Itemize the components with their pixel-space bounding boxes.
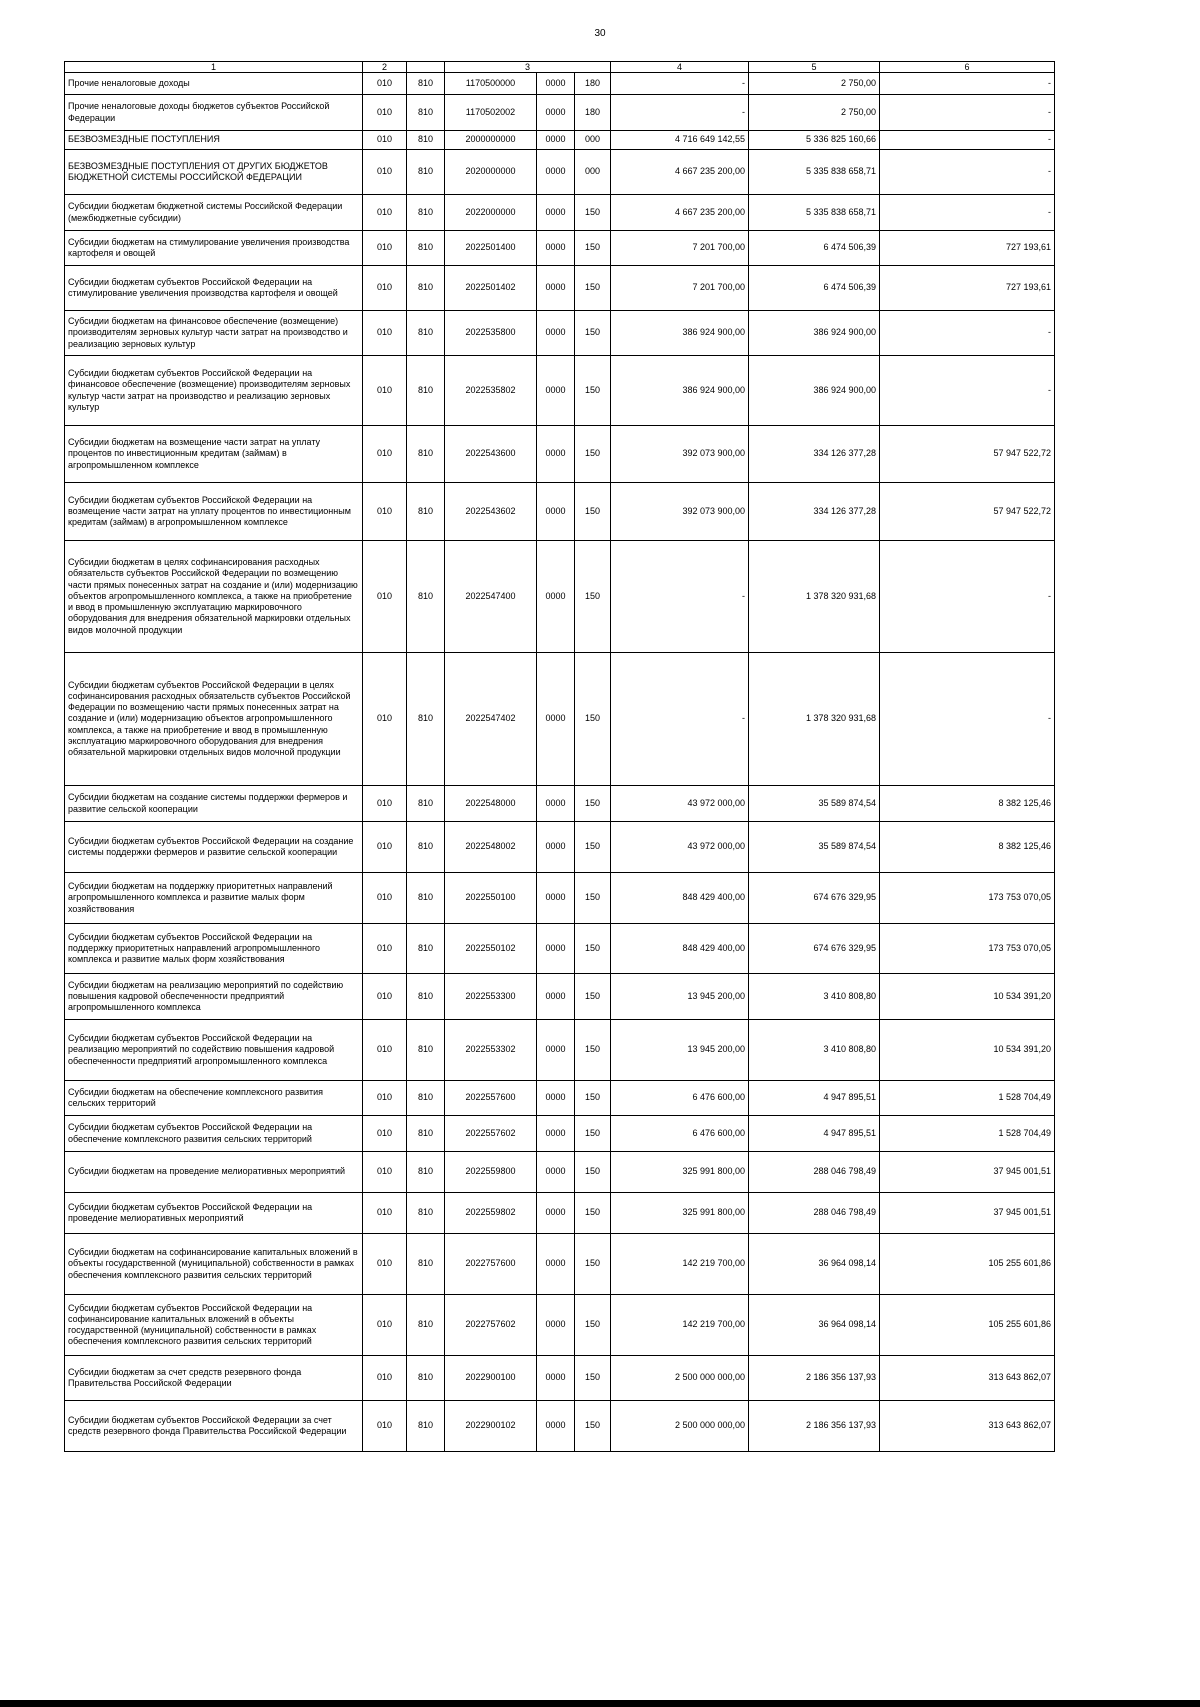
code-part-cell: 810 (407, 195, 445, 231)
table-row (65, 73, 1055, 95)
approved-amount-cell: 4 716 649 142,55 (611, 131, 749, 150)
code-part-cell: 2022543602 (445, 483, 537, 541)
executed-amount-cell: 288 046 798,49 (749, 1193, 880, 1234)
approved-amount-cell: 2 500 000 000,00 (611, 1401, 749, 1452)
admin-code-cell: 010 (363, 195, 407, 231)
unexecuted-amount-cell: 10 534 391,20 (880, 1020, 1055, 1081)
row-name-cell: Субсидии бюджетам субъектов Российской Федерации на финансовое обеспечение (возмещение) производителям зерновых культур части затрат на производство и реализацию зерновых культур (65, 356, 363, 426)
admin-code-cell: 010 (363, 73, 407, 95)
code-part-cell: 0000 (537, 822, 575, 873)
row-name-cell: Субсидии бюджетам субъектов Российской Федерации на возмещение части затрат на уплату процентов по инвестиционным кредитам (займам) в агропромышленном комплексе (65, 483, 363, 541)
code-part-cell: 0000 (537, 356, 575, 426)
table-row (65, 1081, 1055, 1116)
approved-amount-cell: 386 924 900,00 (611, 356, 749, 426)
approved-amount-cell: - (611, 73, 749, 95)
code-part-cell: 810 (407, 231, 445, 266)
approved-amount-cell: 13 945 200,00 (611, 1020, 749, 1081)
executed-amount-cell: 5 336 825 160,66 (749, 131, 880, 150)
code-part-cell: 2022547402 (445, 653, 537, 786)
code-part-cell: 2022548000 (445, 786, 537, 822)
admin-code-cell: 010 (363, 426, 407, 483)
column-number: 4 (611, 62, 749, 73)
row-name-cell: Субсидии бюджетам субъектов Российской Федерации на поддержку приоритетных направлений агропромышленного комплекса и развитие малых форм хозяйствования (65, 924, 363, 974)
admin-code-cell: 010 (363, 1401, 407, 1452)
code-part-cell: 000 (575, 131, 611, 150)
code-part-cell: 0000 (537, 786, 575, 822)
code-part-cell: 150 (575, 1081, 611, 1116)
code-part-cell: 0000 (537, 266, 575, 311)
unexecuted-amount-cell: - (880, 541, 1055, 653)
code-part-cell: 2022550102 (445, 924, 537, 974)
executed-amount-cell: 35 589 874,54 (749, 822, 880, 873)
code-part-cell: 0000 (537, 195, 575, 231)
column-number-blank (407, 62, 445, 73)
code-part-cell: 810 (407, 73, 445, 95)
code-part-cell: 0000 (537, 231, 575, 266)
code-part-cell: 1170502002 (445, 95, 537, 131)
table-row (65, 150, 1055, 195)
admin-code-cell: 010 (363, 1020, 407, 1081)
code-part-cell: 2022757602 (445, 1295, 537, 1356)
code-part-cell: 810 (407, 1234, 445, 1295)
unexecuted-amount-cell: 173 753 070,05 (880, 924, 1055, 974)
row-name-cell: Субсидии бюджетам на софинансирование капитальных вложений в объекты государственной (муниципальной) собственности в рамках обеспечения комплексного развития сельских территорий (65, 1234, 363, 1295)
unexecuted-amount-cell: 1 528 704,49 (880, 1116, 1055, 1152)
row-name-cell: Субсидии бюджетам на создание системы поддержки фермеров и развитие сельской кооперации (65, 786, 363, 822)
code-part-cell: 0000 (537, 1193, 575, 1234)
code-part-cell: 810 (407, 95, 445, 131)
code-part-cell: 0000 (537, 483, 575, 541)
row-name-cell: Субсидии бюджетам субъектов Российской Федерации в целях софинансирования расходных обязательств субъектов Российской Федерации по возмещению части прямых понесенных затрат на создание и (или) модернизацию объектов агропромышленного комплекса, а также на приобретение и ввод в промышленную эксплуатацию маркировочного оборудования для внедрения обязательной маркировки отдельных видов молочной продукции (65, 653, 363, 786)
approved-amount-cell: 4 667 235 200,00 (611, 195, 749, 231)
approved-amount-cell: 43 972 000,00 (611, 786, 749, 822)
row-name-cell: Прочие неналоговые доходы (65, 73, 363, 95)
code-part-cell: 150 (575, 1234, 611, 1295)
code-part-cell: 0000 (537, 974, 575, 1020)
unexecuted-amount-cell: 8 382 125,46 (880, 822, 1055, 873)
unexecuted-amount-cell: 10 534 391,20 (880, 974, 1055, 1020)
unexecuted-amount-cell: 57 947 522,72 (880, 426, 1055, 483)
table-row (65, 1152, 1055, 1193)
approved-amount-cell: 392 073 900,00 (611, 483, 749, 541)
code-part-cell: 0000 (537, 95, 575, 131)
admin-code-cell: 010 (363, 1356, 407, 1401)
row-name-cell: Субсидии бюджетам бюджетной системы Российской Федерации (межбюджетные субсидии) (65, 195, 363, 231)
approved-amount-cell: 43 972 000,00 (611, 822, 749, 873)
code-part-cell: 2022557600 (445, 1081, 537, 1116)
code-part-cell: 180 (575, 95, 611, 131)
approved-amount-cell: 386 924 900,00 (611, 311, 749, 356)
unexecuted-amount-cell: 313 643 862,07 (880, 1356, 1055, 1401)
admin-code-cell: 010 (363, 1193, 407, 1234)
unexecuted-amount-cell: - (880, 95, 1055, 131)
code-part-cell: 0000 (537, 1234, 575, 1295)
code-part-cell: 150 (575, 231, 611, 266)
code-part-cell: 810 (407, 653, 445, 786)
admin-code-cell: 010 (363, 483, 407, 541)
approved-amount-cell: - (611, 653, 749, 786)
unexecuted-amount-cell: 8 382 125,46 (880, 786, 1055, 822)
admin-code-cell: 010 (363, 822, 407, 873)
code-part-cell: 810 (407, 873, 445, 924)
column-number: 5 (749, 62, 880, 73)
code-part-cell: 150 (575, 786, 611, 822)
admin-code-cell: 010 (363, 356, 407, 426)
code-part-cell: 2022548002 (445, 822, 537, 873)
page-number: 30 (594, 28, 606, 39)
executed-amount-cell: 2 186 356 137,93 (749, 1356, 880, 1401)
row-name-cell: Субсидии бюджетам на поддержку приоритетных направлений агропромышленного комплекса и развитие малых форм хозяйствования (65, 873, 363, 924)
row-name-cell: Субсидии бюджетам субъектов Российской Федерации на обеспечение комплексного развития сельских территорий (65, 1116, 363, 1152)
approved-amount-cell: 7 201 700,00 (611, 231, 749, 266)
table-row (65, 1401, 1055, 1452)
unexecuted-amount-cell: 57 947 522,72 (880, 483, 1055, 541)
admin-code-cell: 010 (363, 1116, 407, 1152)
executed-amount-cell: 674 676 329,95 (749, 873, 880, 924)
code-part-cell: 0000 (537, 653, 575, 786)
unexecuted-amount-cell: 1 528 704,49 (880, 1081, 1055, 1116)
code-part-cell: 810 (407, 1081, 445, 1116)
column-number: 2 (363, 62, 407, 73)
table-row (65, 311, 1055, 356)
code-part-cell: 0000 (537, 873, 575, 924)
code-part-cell: 150 (575, 1020, 611, 1081)
unexecuted-amount-cell: 105 255 601,86 (880, 1234, 1055, 1295)
table-row (65, 1020, 1055, 1081)
admin-code-cell: 010 (363, 95, 407, 131)
unexecuted-amount-cell: - (880, 150, 1055, 195)
approved-amount-cell: 325 991 800,00 (611, 1152, 749, 1193)
approved-amount-cell: 7 201 700,00 (611, 266, 749, 311)
row-name-cell: Субсидии бюджетам субъектов Российской Федерации на проведение мелиоративных мероприятий (65, 1193, 363, 1234)
table-row (65, 974, 1055, 1020)
executed-amount-cell: 1 378 320 931,68 (749, 541, 880, 653)
table-row (65, 873, 1055, 924)
table-row (65, 1234, 1055, 1295)
unexecuted-amount-cell: 37 945 001,51 (880, 1193, 1055, 1234)
row-name-cell: Субсидии бюджетам субъектов Российской Федерации на софинансирование капитальных вложений в объекты государственной (муниципальной) собственности в рамках обеспечения комплексного развития сельских территорий (65, 1295, 363, 1356)
code-part-cell: 810 (407, 266, 445, 311)
table-row (65, 95, 1055, 131)
executed-amount-cell: 2 750,00 (749, 95, 880, 131)
approved-amount-cell: - (611, 541, 749, 653)
code-part-cell: 0000 (537, 1020, 575, 1081)
approved-amount-cell: 848 429 400,00 (611, 873, 749, 924)
code-part-cell: 810 (407, 924, 445, 974)
approved-amount-cell: 392 073 900,00 (611, 426, 749, 483)
unexecuted-amount-cell: - (880, 356, 1055, 426)
executed-amount-cell: 2 186 356 137,93 (749, 1401, 880, 1452)
table-row (65, 924, 1055, 974)
table-row (65, 786, 1055, 822)
table-row (65, 1116, 1055, 1152)
code-part-cell: 0000 (537, 1152, 575, 1193)
code-part-cell: 2022550100 (445, 873, 537, 924)
row-name-cell: Субсидии бюджетам на проведение мелиоративных мероприятий (65, 1152, 363, 1193)
executed-amount-cell: 4 947 895,51 (749, 1081, 880, 1116)
table-row (65, 131, 1055, 150)
code-part-cell: 150 (575, 195, 611, 231)
unexecuted-amount-cell: - (880, 311, 1055, 356)
row-name-cell: Субсидии бюджетам на обеспечение комплексного развития сельских территорий (65, 1081, 363, 1116)
table-row (65, 356, 1055, 426)
code-part-cell: 0000 (537, 150, 575, 195)
code-part-cell: 150 (575, 924, 611, 974)
code-part-cell: 2022900100 (445, 1356, 537, 1401)
executed-amount-cell: 2 750,00 (749, 73, 880, 95)
executed-amount-cell: 1 378 320 931,68 (749, 653, 880, 786)
approved-amount-cell: 142 219 700,00 (611, 1295, 749, 1356)
code-part-cell: 2022553302 (445, 1020, 537, 1081)
admin-code-cell: 010 (363, 131, 407, 150)
row-name-cell: Субсидии бюджетам на возмещение части затрат на уплату процентов по инвестиционным кредитам (займам) в агропромышленном комплексе (65, 426, 363, 483)
column-number: 3 (445, 62, 611, 73)
code-part-cell: 810 (407, 1295, 445, 1356)
code-part-cell: 2022559800 (445, 1152, 537, 1193)
executed-amount-cell: 5 335 838 658,71 (749, 195, 880, 231)
code-part-cell: 810 (407, 786, 445, 822)
code-part-cell: 810 (407, 974, 445, 1020)
code-part-cell: 2022501402 (445, 266, 537, 311)
admin-code-cell: 010 (363, 1295, 407, 1356)
approved-amount-cell: 142 219 700,00 (611, 1234, 749, 1295)
unexecuted-amount-cell: - (880, 73, 1055, 95)
code-part-cell: 150 (575, 1152, 611, 1193)
admin-code-cell: 010 (363, 266, 407, 311)
unexecuted-amount-cell: 727 193,61 (880, 231, 1055, 266)
code-part-cell: 150 (575, 873, 611, 924)
code-part-cell: 2022547400 (445, 541, 537, 653)
admin-code-cell: 010 (363, 541, 407, 653)
admin-code-cell: 010 (363, 873, 407, 924)
code-part-cell: 2000000000 (445, 131, 537, 150)
code-part-cell: 0000 (537, 1356, 575, 1401)
code-part-cell: 2022543600 (445, 426, 537, 483)
table-row (65, 1193, 1055, 1234)
code-part-cell: 2020000000 (445, 150, 537, 195)
admin-code-cell: 010 (363, 311, 407, 356)
column-number: 6 (880, 62, 1055, 73)
unexecuted-amount-cell: - (880, 131, 1055, 150)
code-part-cell: 810 (407, 311, 445, 356)
row-name-cell: БЕЗВОЗМЕЗДНЫЕ ПОСТУПЛЕНИЯ (65, 131, 363, 150)
code-part-cell: 2022559802 (445, 1193, 537, 1234)
code-part-cell: 810 (407, 131, 445, 150)
approved-amount-cell: 6 476 600,00 (611, 1116, 749, 1152)
table-row (65, 541, 1055, 653)
page-bottom-rule (0, 1700, 1200, 1707)
executed-amount-cell: 6 474 506,39 (749, 266, 880, 311)
admin-code-cell: 010 (363, 974, 407, 1020)
code-part-cell: 2022501400 (445, 231, 537, 266)
executed-amount-cell: 36 964 098,14 (749, 1295, 880, 1356)
code-part-cell: 810 (407, 426, 445, 483)
admin-code-cell: 010 (363, 231, 407, 266)
executed-amount-cell: 674 676 329,95 (749, 924, 880, 974)
admin-code-cell: 010 (363, 1152, 407, 1193)
code-part-cell: 0000 (537, 541, 575, 653)
unexecuted-amount-cell: 313 643 862,07 (880, 1401, 1055, 1452)
code-part-cell: 810 (407, 822, 445, 873)
code-part-cell: 0000 (537, 1401, 575, 1452)
table-row (65, 1356, 1055, 1401)
executed-amount-cell: 288 046 798,49 (749, 1152, 880, 1193)
admin-code-cell: 010 (363, 786, 407, 822)
table-row (65, 231, 1055, 266)
executed-amount-cell: 6 474 506,39 (749, 231, 880, 266)
code-part-cell: 0000 (537, 426, 575, 483)
approved-amount-cell: 2 500 000 000,00 (611, 1356, 749, 1401)
row-name-cell: Субсидии бюджетам на стимулирование увеличения производства картофеля и овощей (65, 231, 363, 266)
code-part-cell: 0000 (537, 1116, 575, 1152)
admin-code-cell: 010 (363, 1234, 407, 1295)
unexecuted-amount-cell: 37 945 001,51 (880, 1152, 1055, 1193)
row-name-cell: БЕЗВОЗМЕЗДНЫЕ ПОСТУПЛЕНИЯ ОТ ДРУГИХ БЮДЖЕТОВ БЮДЖЕТНОЙ СИСТЕМЫ РОССИЙСКОЙ ФЕДЕРАЦИИ (65, 150, 363, 195)
approved-amount-cell: 13 945 200,00 (611, 974, 749, 1020)
revenue-table (64, 61, 1055, 1452)
executed-amount-cell: 334 126 377,28 (749, 426, 880, 483)
code-part-cell: 810 (407, 1401, 445, 1452)
code-part-cell: 150 (575, 653, 611, 786)
code-part-cell: 810 (407, 356, 445, 426)
code-part-cell: 810 (407, 541, 445, 653)
code-part-cell: 150 (575, 1116, 611, 1152)
code-part-cell: 2022557602 (445, 1116, 537, 1152)
admin-code-cell: 010 (363, 653, 407, 786)
table-row (65, 195, 1055, 231)
code-part-cell: 0000 (537, 1081, 575, 1116)
code-part-cell: 810 (407, 1116, 445, 1152)
code-part-cell: 0000 (537, 924, 575, 974)
code-part-cell: 150 (575, 266, 611, 311)
code-part-cell: 2022553300 (445, 974, 537, 1020)
row-name-cell: Субсидии бюджетам в целях софинансирования расходных обязательств субъектов Российской Федерации по возмещению части прямых понесенных затрат на создание и (или) модернизацию объектов агропромышленного комплекса, а также на приобретение и ввод в промышленную эксплуатацию маркировочного оборудования для внедрения обязательной маркировки отдельных видов молочной продукции (65, 541, 363, 653)
row-name-cell: Субсидии бюджетам за счет средств резервного фонда Правительства Российской Федерации (65, 1356, 363, 1401)
row-name-cell: Субсидии бюджетам субъектов Российской Федерации на создание системы поддержки фермеров и развитие сельской кооперации (65, 822, 363, 873)
executed-amount-cell: 386 924 900,00 (749, 311, 880, 356)
table-row (65, 1295, 1055, 1356)
executed-amount-cell: 36 964 098,14 (749, 1234, 880, 1295)
approved-amount-cell: 848 429 400,00 (611, 924, 749, 974)
code-part-cell: 2022000000 (445, 195, 537, 231)
approved-amount-cell: 4 667 235 200,00 (611, 150, 749, 195)
table-row (65, 653, 1055, 786)
code-part-cell: 810 (407, 1152, 445, 1193)
code-part-cell: 150 (575, 822, 611, 873)
code-part-cell: 810 (407, 150, 445, 195)
code-part-cell: 150 (575, 974, 611, 1020)
admin-code-cell: 010 (363, 150, 407, 195)
code-part-cell: 810 (407, 1020, 445, 1081)
code-part-cell: 000 (575, 150, 611, 195)
code-part-cell: 2022900102 (445, 1401, 537, 1452)
executed-amount-cell: 386 924 900,00 (749, 356, 880, 426)
code-part-cell: 150 (575, 356, 611, 426)
code-part-cell: 2022535800 (445, 311, 537, 356)
executed-amount-cell: 35 589 874,54 (749, 786, 880, 822)
row-name-cell: Субсидии бюджетам на финансовое обеспечение (возмещение) производителям зерновых культур части затрат на производство и реализацию зерновых культур (65, 311, 363, 356)
column-number-row (65, 62, 1055, 73)
row-name-cell: Субсидии бюджетам субъектов Российской Федерации за счет средств резервного фонда Правительства Российской Федерации (65, 1401, 363, 1452)
code-part-cell: 150 (575, 1356, 611, 1401)
code-part-cell: 2022535802 (445, 356, 537, 426)
code-part-cell: 810 (407, 1356, 445, 1401)
table-row (65, 822, 1055, 873)
code-part-cell: 810 (407, 1193, 445, 1234)
code-part-cell: 0000 (537, 73, 575, 95)
executed-amount-cell: 334 126 377,28 (749, 483, 880, 541)
column-number: 1 (65, 62, 363, 73)
executed-amount-cell: 3 410 808,80 (749, 1020, 880, 1081)
code-part-cell: 150 (575, 311, 611, 356)
code-part-cell: 2022757600 (445, 1234, 537, 1295)
row-name-cell: Субсидии бюджетам субъектов Российской Федерации на реализацию мероприятий по содействию повышения кадровой обеспеченности предприятий агропромышленного комплекса (65, 1020, 363, 1081)
code-part-cell: 150 (575, 1401, 611, 1452)
row-name-cell: Прочие неналоговые доходы бюджетов субъектов Российской Федерации (65, 95, 363, 131)
code-part-cell: 150 (575, 1295, 611, 1356)
unexecuted-amount-cell: 727 193,61 (880, 266, 1055, 311)
unexecuted-amount-cell: 105 255 601,86 (880, 1295, 1055, 1356)
admin-code-cell: 010 (363, 924, 407, 974)
table-row (65, 426, 1055, 483)
code-part-cell: 0000 (537, 1295, 575, 1356)
code-part-cell: 150 (575, 483, 611, 541)
executed-amount-cell: 3 410 808,80 (749, 974, 880, 1020)
table-row (65, 266, 1055, 311)
row-name-cell: Субсидии бюджетам на реализацию мероприятий по содействию повышения кадровой обеспеченности предприятий агропромышленного комплекса (65, 974, 363, 1020)
code-part-cell: 810 (407, 483, 445, 541)
code-part-cell: 1170500000 (445, 73, 537, 95)
approved-amount-cell: - (611, 95, 749, 131)
code-part-cell: 0000 (537, 131, 575, 150)
approved-amount-cell: 6 476 600,00 (611, 1081, 749, 1116)
unexecuted-amount-cell: - (880, 195, 1055, 231)
code-part-cell: 150 (575, 1193, 611, 1234)
code-part-cell: 150 (575, 426, 611, 483)
code-part-cell: 0000 (537, 311, 575, 356)
executed-amount-cell: 5 335 838 658,71 (749, 150, 880, 195)
table-row (65, 483, 1055, 541)
unexecuted-amount-cell: 173 753 070,05 (880, 873, 1055, 924)
row-name-cell: Субсидии бюджетам субъектов Российской Федерации на стимулирование увеличения производства картофеля и овощей (65, 266, 363, 311)
code-part-cell: 150 (575, 541, 611, 653)
admin-code-cell: 010 (363, 1081, 407, 1116)
unexecuted-amount-cell: - (880, 653, 1055, 786)
executed-amount-cell: 4 947 895,51 (749, 1116, 880, 1152)
approved-amount-cell: 325 991 800,00 (611, 1193, 749, 1234)
code-part-cell: 180 (575, 73, 611, 95)
